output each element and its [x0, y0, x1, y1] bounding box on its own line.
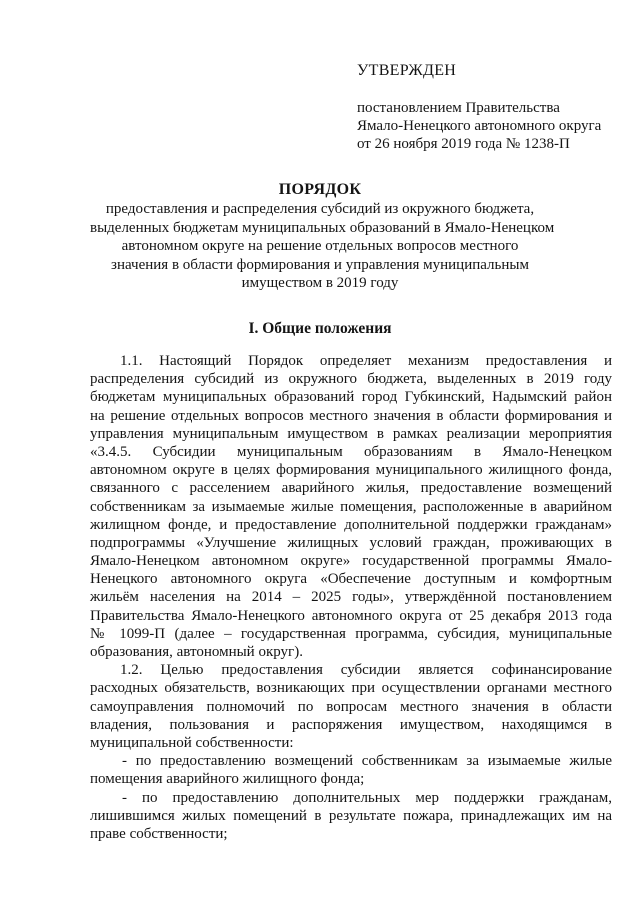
paragraph-line: собственникам за изымаемые жилые помещения, расположенные в аварийном	[90, 498, 612, 515]
approval-line: от 26 ноября 2019 года № 1238-П	[357, 136, 570, 152]
paragraph-line: муниципальной собственности:	[90, 734, 294, 751]
paragraph-line: расходных обязательств, возникающих при осуществлении органами местного	[90, 680, 612, 697]
document-title-block	[90, 180, 555, 293]
paragraph-line: связанного с расселением аварийного жилья, предоставление возмещений	[90, 480, 612, 497]
list-item-line: - по предоставлению возмещений собственникам за изымаемые жилые	[122, 753, 612, 770]
subtitle-line: предоставления и распределения субсидий из окружного бюджета,	[105, 201, 535, 217]
subtitle-line: значения в области формирования и управления муниципальным	[111, 256, 529, 273]
paragraph-line: «3.4.5. Субсидии муниципальным образованиям в Ямало-Ненецком	[90, 443, 612, 460]
paragraph-line: автономном округе в целях формирования муниципального жилищного фонда,	[90, 462, 612, 479]
paragraph-line: 1.2. Целью предоставления субсидии является софинансирование	[120, 662, 612, 679]
list-item-line: - по предоставлению дополнительных мер поддержки гражданам,	[122, 789, 612, 806]
document-body	[90, 352, 612, 843]
subtitle-line: выделенных бюджетам муниципальных образований в Ямало-Ненецком	[90, 219, 555, 236]
paragraph-line: жилищном фонде, и предоставление дополнительной поддержки гражданам»	[90, 516, 612, 533]
approval-stamp	[357, 62, 627, 153]
paragraph-line: подпрограммы «Улучшение жилищных условий граждан, проживающих в	[90, 534, 612, 551]
subtitle-line: имуществом в 2019 году	[241, 275, 399, 291]
section-heading: I. Общие положения	[248, 320, 392, 337]
paragraph-line: на решение отдельных вопросов местного значения в области формирования и	[90, 407, 612, 424]
list-item-line: лишившимся жилых помещений в результате пожара, принадлежащих им на	[90, 807, 612, 824]
document-subtitle	[90, 200, 555, 293]
paragraph-line: Ямало-Ненецком автономном округе» государственной программы Ямало-	[90, 553, 612, 570]
paragraph-line: Ненецкого автономного округа «Обеспечение доступным и комфортным	[90, 571, 612, 588]
paragraph-line: управления муниципальным имуществом в рамках реализации мероприятия	[90, 425, 612, 442]
approval-line: постановлением Правительства	[357, 100, 560, 116]
list-item-line: праве собственности;	[90, 825, 228, 842]
paragraph-line: 1.1. Настоящий Порядок определяет механизм предоставления и	[120, 353, 612, 369]
approval-line: Ямало-Ненецкого автономного округа	[357, 118, 602, 134]
paragraph-line: жильём населения на 2014 – 2025 годы», утверждённой постановлением	[90, 589, 612, 606]
paragraph-line: самоуправления полномочий по вопросам местного значения в области	[90, 698, 612, 715]
paragraph-line: бюджетам муниципальных образований город Губкинский, Надымский район	[90, 389, 612, 406]
approval-heading: УТВЕРЖДЕН	[357, 62, 457, 79]
paragraph-line: № 1099-П (далее – государственная программа, субсидия, муниципальные	[90, 625, 612, 642]
paragraph-line: владения, пользования и распоряжения имуществом, находящимся в	[90, 716, 612, 733]
paragraph-line: распределения субсидий из окружного бюджета, выделенных в 2019 году	[90, 371, 612, 388]
document-title: ПОРЯДОК	[278, 181, 362, 198]
paragraph-line: Правительства Ямало-Ненецкого автономного округа от 25 декабря 2013 года	[90, 607, 612, 624]
paragraph-line: образования, автономный округ).	[90, 644, 303, 660]
subtitle-line: автономном округе на решение отдельных вопросов местного	[121, 238, 519, 254]
list-item-line: помещения аварийного жилищного фонда;	[90, 771, 365, 788]
